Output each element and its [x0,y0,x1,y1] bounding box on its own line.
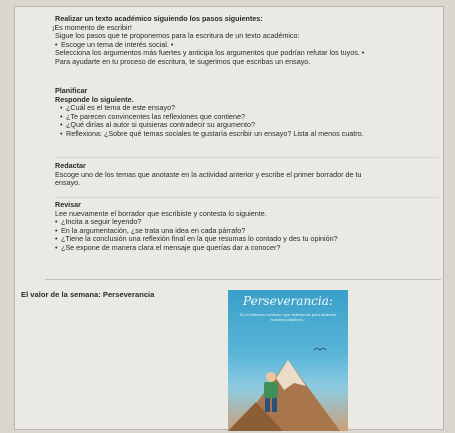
list-item: • ¿Se expone de manera clara el mensaje que querías dar a conocer? [55,244,338,253]
page-title: Realizar un texto académico siguiendo los pasos siguientes: [55,14,263,23]
list-item: • En la argumentación, ¿se trata una idea en cada párrafo? [55,227,338,236]
list-item: • ¿Cuál es el tema de este ensayo? [60,104,364,113]
divider [55,197,439,198]
revisar-section [55,201,338,253]
list-item: • Escoge un tema de interés social. • [55,41,364,50]
climber-figure [264,382,278,398]
list-item: • Reflexiona: ¿Sobre qué temas sociales te gustaría escribir un ensayo? Lista al menos cuatro. [60,130,364,139]
redactar-section [55,162,361,188]
section-text: ensayo. [55,178,81,188]
section-text: Lee nuevamente el borrador que escribiste y contesta lo siguiente. [55,208,267,218]
list-item: • ¿Qué dirías al autor si quisieras contradecir su argumento? [60,121,364,130]
list-item: Selecciona los argumentos más fuertes y anticipa los argumentos que podrían refutar los tuyos. • [55,48,365,58]
section-subheading: Responde lo siguiente. [55,94,134,104]
section-heading: Revisar [55,200,81,209]
section-heading: Redactar [55,161,86,170]
weekly-value-label: El valor de la semana: Perseverancia [21,290,155,299]
section-text: Escoge uno de los temas que anotaste en la actividad anterior y escribe el primer borrador de tu [55,169,362,179]
divider [45,279,441,280]
list-item: • ¿Incita a seguir leyendo? [55,218,338,227]
poster-subtitle: Es el esfuerzo continuo, que realizamos para alcanzar nuestros objetivos... [239,312,337,322]
intro-section [52,14,365,67]
planificar-section [55,87,364,139]
poster-title: Perseverancia: [243,294,333,308]
divider [55,157,439,158]
worksheet-page [14,6,444,430]
list-item: • ¿Tiene la conclusión una reflexión final en la que resumas lo contado y des tu opinión? [55,235,338,244]
section-heading: Planificar [55,86,88,95]
page-subtitle: ¡Es momento de escribir! [52,22,132,32]
list-item: Para ayudarte en tu proceso de escritura, te sugerimos que escribas un ensayo. [55,56,311,66]
perseverancia-poster [228,290,348,431]
list-item: • ¿Te parecen convincentes las reflexiones que contiene? [60,113,364,122]
intro-text: Sigue los pasos que te proponemos para la escritura de un texto académico: [55,31,300,41]
